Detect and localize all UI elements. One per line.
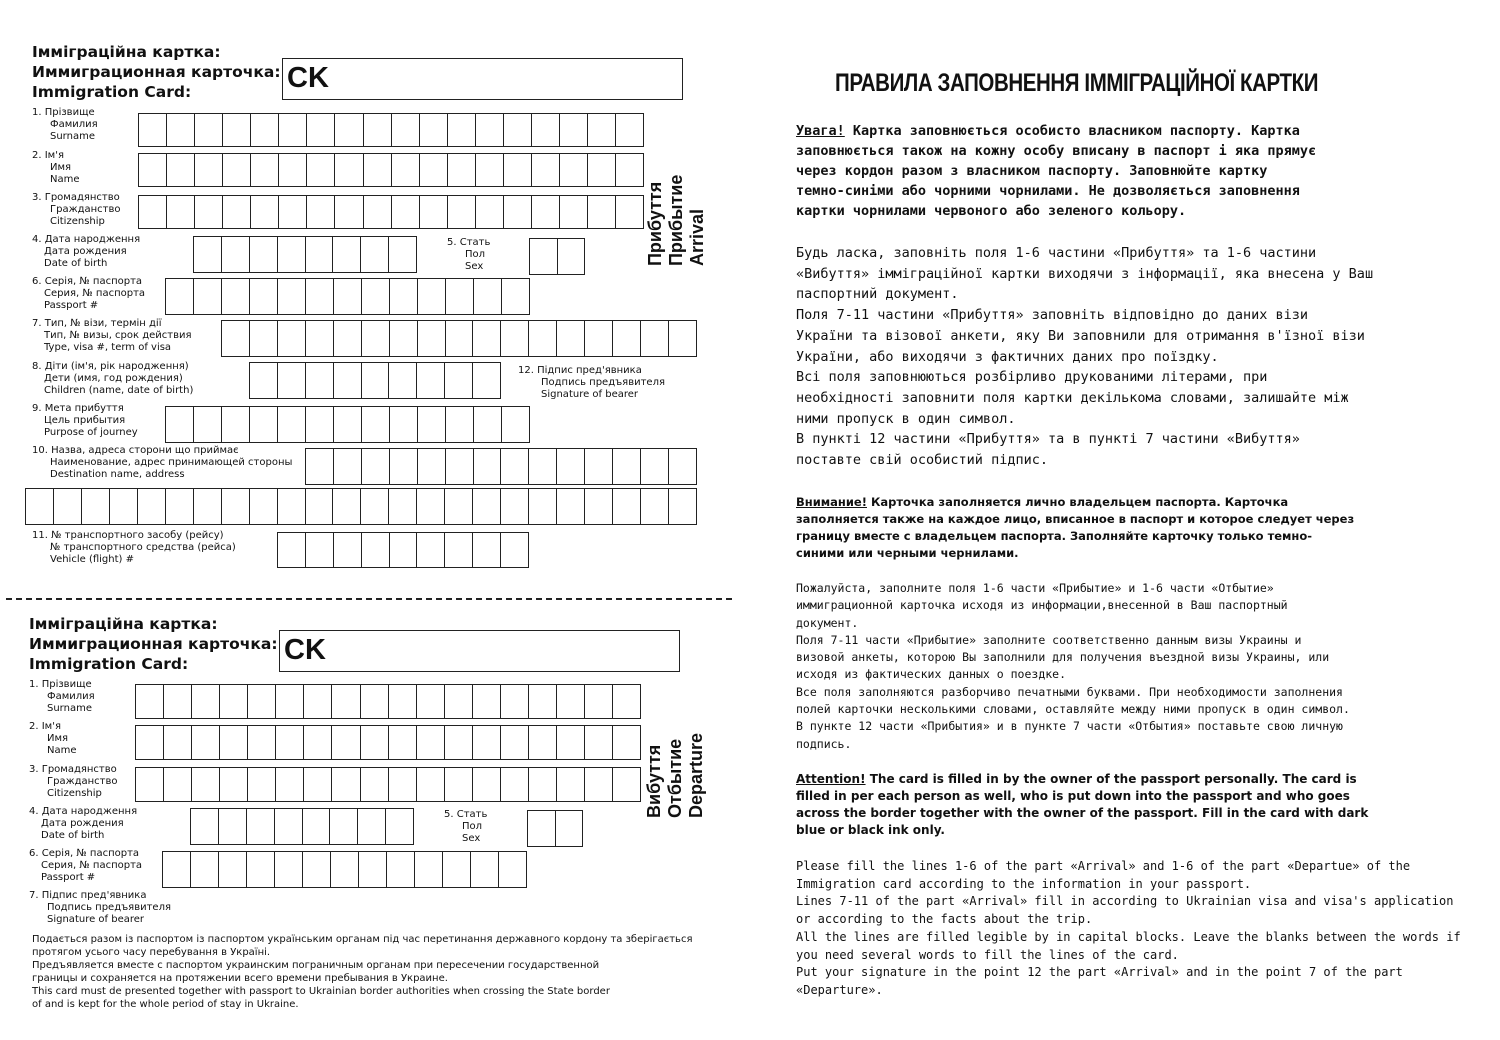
character-cell[interactable] <box>585 768 613 801</box>
character-cell[interactable] <box>474 279 502 314</box>
character-cell[interactable] <box>445 768 473 801</box>
character-cell[interactable] <box>418 279 446 314</box>
sex-input[interactable] <box>527 810 583 847</box>
character-cell[interactable] <box>331 852 359 887</box>
character-cell[interactable] <box>362 279 390 314</box>
character-cell[interactable] <box>613 768 640 801</box>
date-of-birth-input[interactable] <box>193 236 417 273</box>
card-usage-note: Подається разом із паспортом із паспортом українським органам під час перетинання державного кордону та зберігається протягом усього часу перебування в Україні. Предъявляется вместе с паспортом украинским пограничным органам при пересечении государственной границы и сохраняется на протяжении всего времени пребывания в Украине. This card must de presented together with passport to Ukrainian border authorities when crossing the State border of and is kept for the whole period of stay in Ukraine. <box>32 934 693 1010</box>
character-cell[interactable] <box>361 237 389 272</box>
character-cell[interactable] <box>502 407 529 442</box>
character-cell[interactable] <box>250 237 278 272</box>
character-cell[interactable] <box>504 154 532 186</box>
character-cell[interactable] <box>163 852 191 887</box>
field-label-purpose: 9. Мета прибуття Цель прибытия Purpose of journey <box>32 403 138 438</box>
character-cell[interactable] <box>332 726 360 759</box>
character-cell[interactable] <box>446 407 474 442</box>
character-cell[interactable] <box>387 852 415 887</box>
character-cell[interactable] <box>448 114 476 146</box>
character-cell[interactable] <box>417 533 445 567</box>
character-cell[interactable] <box>278 321 306 356</box>
character-cell[interactable] <box>220 685 248 718</box>
en-instructions: Please fill the lines 1-6 of the part «Arrival» and 1-6 of the part «Departue» of the Immigration card according to the information in your passport. Lines 7-11 of the part «Arrival» fill in according to Ukrainian visa and visa's application or according to the facts about the trip. All the lines are filled legible by in capital blocks. Leave the blanks between the words if you need several words to fill the lines of the card. Put your signature in the point 12 the part «Arrival» and in the point 7 of the part «Departure». <box>796 859 1461 997</box>
character-cell[interactable] <box>420 196 448 228</box>
character-cell[interactable] <box>669 449 696 484</box>
visa-input[interactable] <box>221 320 697 357</box>
character-cell[interactable] <box>501 768 529 801</box>
field-label-sex: 5. Стать Пол Sex <box>447 237 491 272</box>
character-cell[interactable] <box>306 237 334 272</box>
character-cell[interactable] <box>304 768 332 801</box>
character-cell[interactable] <box>532 196 560 228</box>
character-cell[interactable] <box>585 489 613 524</box>
character-cell[interactable] <box>476 114 504 146</box>
character-cell[interactable] <box>585 685 613 718</box>
character-cell[interactable] <box>364 154 392 186</box>
field-label-signature: 7. Підпис пред'явника Подпись предъявителя Signature of bearer <box>29 890 171 925</box>
character-cell[interactable] <box>307 196 335 228</box>
character-cell[interactable] <box>557 726 585 759</box>
character-cell[interactable] <box>529 685 557 718</box>
character-cell[interactable] <box>613 726 640 759</box>
field-label-sex: 5. Стать Пол Sex <box>444 809 488 844</box>
character-cell[interactable] <box>361 768 389 801</box>
character-cell[interactable] <box>250 321 278 356</box>
character-cell[interactable] <box>191 809 219 844</box>
ua-warning: Увага! Картка заповнюється особисто власником паспорту. Картка заповнюється також на кожну особу вписану в паспорт і яка прямує через кордон разом з власником паспорту. Заповнюйте картку темно-синіми або чорними чорнилами. Не дозволяється заповнення картки чорнилами червоного або зеленого кольору. <box>796 123 1317 219</box>
character-cell[interactable] <box>334 279 362 314</box>
character-cell[interactable] <box>307 114 335 146</box>
children-input[interactable] <box>249 362 501 399</box>
character-cell[interactable] <box>445 726 473 759</box>
field-label-date-of-birth: 4. Дата народження Дата рождения Date of birth <box>29 806 138 841</box>
character-cell[interactable] <box>392 114 420 146</box>
character-cell[interactable] <box>278 489 306 524</box>
character-cell[interactable] <box>303 809 331 844</box>
character-cell[interactable] <box>616 196 643 228</box>
character-cell[interactable] <box>529 449 557 484</box>
character-cell[interactable] <box>473 768 501 801</box>
character-cell[interactable] <box>195 196 223 228</box>
field-label-passport: 6. Серія, № паспорта Серия, № паспорта Passport # <box>29 848 143 883</box>
character-cell[interactable] <box>641 489 669 524</box>
character-cell[interactable] <box>417 726 445 759</box>
character-cell[interactable] <box>306 407 334 442</box>
character-cell[interactable] <box>166 407 194 442</box>
card-header: Імміграційна картка: Иммиграционная карточка: Immigration Card: <box>32 43 281 101</box>
departure-vertical-label: Вибуття Отбытие Departure <box>644 732 706 818</box>
character-cell[interactable] <box>473 489 501 524</box>
character-cell[interactable] <box>358 809 386 844</box>
character-cell[interactable] <box>192 726 220 759</box>
character-cell[interactable] <box>278 533 306 567</box>
character-cell[interactable] <box>250 489 278 524</box>
character-cell[interactable] <box>164 685 192 718</box>
character-cell[interactable] <box>166 489 194 524</box>
purpose-input[interactable] <box>165 406 530 443</box>
character-cell[interactable] <box>164 726 192 759</box>
character-cell[interactable] <box>362 449 390 484</box>
character-cell[interactable] <box>501 533 528 567</box>
character-cell[interactable] <box>278 237 306 272</box>
character-cell[interactable] <box>390 321 418 356</box>
character-cell[interactable] <box>82 489 110 524</box>
character-cell[interactable] <box>251 114 279 146</box>
character-cell[interactable] <box>445 533 473 567</box>
character-cell[interactable] <box>139 114 167 146</box>
character-cell[interactable] <box>585 449 613 484</box>
character-cell[interactable] <box>641 321 669 356</box>
character-cell[interactable] <box>501 726 529 759</box>
character-cell[interactable] <box>389 489 417 524</box>
character-cell[interactable] <box>248 685 276 718</box>
character-cell[interactable] <box>392 196 420 228</box>
character-cell[interactable] <box>473 321 501 356</box>
cut-line <box>6 598 732 600</box>
character-cell[interactable] <box>306 279 334 314</box>
field-label-destination: 10. Назва, адреса сторони що приймає Наименование, адрес принимающей стороны Destination name, address <box>32 445 293 480</box>
character-cell[interactable] <box>330 809 358 844</box>
character-cell[interactable] <box>613 685 640 718</box>
character-cell[interactable] <box>278 407 306 442</box>
character-cell[interactable] <box>616 114 643 146</box>
character-cell[interactable] <box>306 489 334 524</box>
character-cell[interactable] <box>275 852 303 887</box>
date-of-birth-input[interactable] <box>190 808 414 845</box>
field-label-citizenship: 3. Громадянство Гражданство Citizenship <box>32 192 121 227</box>
character-cell[interactable] <box>641 449 669 484</box>
character-cell[interactable] <box>334 533 362 567</box>
character-cell[interactable] <box>332 685 360 718</box>
character-cell[interactable] <box>418 449 446 484</box>
character-cell[interactable] <box>616 154 643 186</box>
character-cell[interactable] <box>361 685 389 718</box>
character-cell[interactable] <box>504 196 532 228</box>
character-cell[interactable] <box>529 768 557 801</box>
character-cell[interactable] <box>669 321 696 356</box>
character-cell[interactable] <box>476 196 504 228</box>
character-cell[interactable] <box>306 533 334 567</box>
character-cell[interactable] <box>250 407 278 442</box>
field-label-date-of-birth: 4. Дата народження Дата рождения Date of birth <box>32 234 141 269</box>
character-cell[interactable] <box>166 279 194 314</box>
character-cell[interactable] <box>222 321 250 356</box>
character-cell[interactable] <box>529 321 557 356</box>
character-cell[interactable] <box>279 196 307 228</box>
character-cell[interactable] <box>191 852 219 887</box>
character-cell[interactable] <box>418 321 446 356</box>
citizenship-input[interactable] <box>138 195 644 229</box>
character-cell[interactable] <box>279 154 307 186</box>
character-cell[interactable] <box>335 196 363 228</box>
character-cell[interactable] <box>219 852 247 887</box>
character-cell[interactable] <box>364 114 392 146</box>
character-cell[interactable] <box>532 154 560 186</box>
character-cell[interactable] <box>276 685 304 718</box>
character-cell[interactable] <box>307 154 335 186</box>
character-cell[interactable] <box>530 239 558 274</box>
character-cell[interactable] <box>504 114 532 146</box>
name-input[interactable] <box>138 153 644 187</box>
character-cell[interactable] <box>359 852 387 887</box>
character-cell[interactable] <box>220 726 248 759</box>
character-cell[interactable] <box>392 154 420 186</box>
card-header: Імміграційна картка: Иммиграционная карточка: Immigration Card: <box>29 615 278 673</box>
character-cell[interactable] <box>164 768 192 801</box>
character-cell[interactable] <box>275 809 303 844</box>
character-cell[interactable] <box>334 363 362 398</box>
field-label-name: 2. Ім'я Имя Name <box>32 150 80 185</box>
character-cell[interactable] <box>415 852 443 887</box>
character-cell[interactable] <box>194 279 222 314</box>
character-cell[interactable] <box>250 279 278 314</box>
rules-title: ПРАВИЛА ЗАПОВНЕННЯ ІММІГРАЦІЙНОЇ КАРТКИ <box>835 69 1319 97</box>
field-label-citizenship: 3. Громадянство Гражданство Citizenship <box>29 764 118 799</box>
character-cell[interactable] <box>501 449 529 484</box>
character-cell[interactable] <box>448 154 476 186</box>
character-cell[interactable] <box>364 196 392 228</box>
character-cell[interactable] <box>613 489 641 524</box>
character-cell[interactable] <box>557 449 585 484</box>
character-cell[interactable] <box>194 489 222 524</box>
character-cell[interactable] <box>585 726 613 759</box>
arrival-vertical-label: Прибуття Прибытие Arrival <box>645 174 707 266</box>
character-cell[interactable] <box>501 489 529 524</box>
character-cell[interactable] <box>332 768 360 801</box>
character-cell[interactable] <box>448 196 476 228</box>
character-cell[interactable] <box>248 768 276 801</box>
character-cell[interactable] <box>333 489 361 524</box>
character-cell[interactable] <box>471 852 499 887</box>
character-cell[interactable] <box>304 685 332 718</box>
field-label-surname: 1. Прізвище Фамилия Surname <box>32 107 98 142</box>
character-cell[interactable] <box>333 237 361 272</box>
character-cell[interactable] <box>445 489 473 524</box>
character-cell[interactable] <box>136 685 164 718</box>
character-cell[interactable] <box>247 852 275 887</box>
character-cell[interactable] <box>476 154 504 186</box>
character-cell[interactable] <box>557 768 585 801</box>
character-cell[interactable] <box>251 154 279 186</box>
character-cell[interactable] <box>560 196 588 228</box>
character-cell[interactable] <box>222 237 250 272</box>
character-cell[interactable] <box>501 321 529 356</box>
destination-input-line-2[interactable] <box>25 488 697 525</box>
character-cell[interactable] <box>473 685 501 718</box>
character-cell[interactable] <box>276 768 304 801</box>
character-cell[interactable] <box>335 114 363 146</box>
character-cell[interactable] <box>192 685 220 718</box>
character-cell[interactable] <box>138 489 166 524</box>
character-cell[interactable] <box>223 114 251 146</box>
character-cell[interactable] <box>136 726 164 759</box>
character-cell[interactable] <box>251 196 279 228</box>
character-cell[interactable] <box>361 489 389 524</box>
name-input[interactable] <box>135 725 641 760</box>
destination-input[interactable] <box>305 448 697 485</box>
character-cell[interactable] <box>420 114 448 146</box>
character-cell[interactable] <box>195 114 223 146</box>
character-cell[interactable] <box>195 154 223 186</box>
character-cell[interactable] <box>303 852 331 887</box>
character-cell[interactable] <box>362 533 390 567</box>
character-cell[interactable] <box>167 196 195 228</box>
character-cell[interactable] <box>474 407 502 442</box>
character-cell[interactable] <box>473 533 501 567</box>
character-cell[interactable] <box>334 321 362 356</box>
field-label-name: 2. Ім'я Имя Name <box>29 721 77 756</box>
character-cell[interactable] <box>389 726 417 759</box>
character-cell[interactable] <box>306 449 334 484</box>
character-cell[interactable] <box>417 489 445 524</box>
character-cell[interactable] <box>278 279 306 314</box>
character-cell[interactable] <box>389 685 417 718</box>
character-cell[interactable] <box>473 726 501 759</box>
character-cell[interactable] <box>613 321 641 356</box>
character-cell[interactable] <box>588 154 616 186</box>
character-cell[interactable] <box>417 768 445 801</box>
card-code: CK <box>287 62 329 94</box>
character-cell[interactable] <box>335 154 363 186</box>
citizenship-input[interactable] <box>135 767 641 802</box>
character-cell[interactable] <box>613 449 641 484</box>
character-cell[interactable] <box>556 811 583 846</box>
character-cell[interactable] <box>361 726 389 759</box>
character-cell[interactable] <box>585 321 613 356</box>
character-cell[interactable] <box>167 114 195 146</box>
character-cell[interactable] <box>473 363 500 398</box>
character-cell[interactable] <box>445 685 473 718</box>
card-code-box <box>282 58 683 100</box>
character-cell[interactable] <box>248 726 276 759</box>
vehicle-input[interactable] <box>277 532 529 568</box>
character-cell[interactable] <box>247 809 275 844</box>
character-cell[interactable] <box>136 768 164 801</box>
character-cell[interactable] <box>502 279 529 314</box>
character-cell[interactable] <box>220 768 248 801</box>
character-cell[interactable] <box>446 279 474 314</box>
character-cell[interactable] <box>557 489 585 524</box>
character-cell[interactable] <box>560 154 588 186</box>
surname-input[interactable] <box>138 113 644 147</box>
character-cell[interactable] <box>501 685 529 718</box>
character-cell[interactable] <box>222 279 250 314</box>
character-cell[interactable] <box>362 321 390 356</box>
field-label-passport: 6. Серія, № паспорта Серия, № паспорта Passport # <box>32 276 146 311</box>
character-cell[interactable] <box>389 768 417 801</box>
field-label-visa: 7. Тип, № візи, термін дії Тип, № визы, срок действия Type, visa #, term of visa <box>32 318 192 353</box>
ru-warning: Внимание! Карточка заполняется лично владельцем паспорта. Карточка заполняется также на каждое лицо, вписанное в паспорт и которое следует через границу вместе с владельцем паспорта. Заполняйте карточку только темно- синими или черными чернилами. <box>796 495 1355 560</box>
ru-warning-word: Внимание! <box>796 495 867 509</box>
character-cell[interactable] <box>192 768 220 801</box>
character-cell[interactable] <box>250 363 278 398</box>
en-warning: Attention! The card is filled in by the owner of the passport personally. The card is filled in per each person as well, who is put down into the passport and who goes across the border together with the owner of the passport. Fill in the card with dark blue or black ink only. <box>796 772 1369 837</box>
character-cell[interactable] <box>417 363 445 398</box>
character-cell[interactable] <box>418 407 446 442</box>
passport-input[interactable] <box>162 851 527 888</box>
card-code-box <box>279 630 680 672</box>
character-cell[interactable] <box>389 237 416 272</box>
character-cell[interactable] <box>194 407 222 442</box>
character-cell[interactable] <box>389 363 417 398</box>
character-cell[interactable] <box>278 363 306 398</box>
character-cell[interactable] <box>362 407 390 442</box>
character-cell[interactable] <box>306 363 334 398</box>
character-cell[interactable] <box>443 852 471 887</box>
field-label-signature: 12. Підпис пред'явника Подпись предъявителя Signature of bearer <box>518 365 665 400</box>
character-cell[interactable] <box>557 685 585 718</box>
character-cell[interactable] <box>420 154 448 186</box>
character-cell[interactable] <box>334 449 362 484</box>
character-cell[interactable] <box>386 809 413 844</box>
character-cell[interactable] <box>499 852 526 887</box>
character-cell[interactable] <box>223 154 251 186</box>
character-cell[interactable] <box>390 449 418 484</box>
field-label-vehicle: 11. № транспортного засобу (рейсу) № транспортного средства (рейса) Vehicle (flight) # <box>32 530 236 565</box>
ua-warning-word: Увага! <box>796 123 845 139</box>
character-cell[interactable] <box>390 533 418 567</box>
ua-instructions: Будь ласка, заповніть поля 1-6 частини «Прибуття» та 1-6 частини «Вибуття» імміграційної картки виходячи з інформації, яка внесена у Ваш паспортний документ. Поля 7-11 частини «Прибуття» заповніть відповідно до даних візи України та візової анкети, яку Ви заповнили для отримання в'їзної візи України, або виходячи з фактичних даних про поїздку. Всі поля заповнюються розбірливо друкованими літерами, при необхідності заповнити поля картки декількома словами, залишайте між ними пропуск в один символ. В пункті 12 частини «Прибуття» та в пункті 7 частини «Вибуття» поставте свій особистий підпис. <box>796 245 1374 469</box>
character-cell[interactable] <box>362 363 390 398</box>
character-cell[interactable] <box>532 114 560 146</box>
card-code: CK <box>284 634 326 666</box>
field-label-surname: 1. Прізвище Фамилия Surname <box>29 679 95 714</box>
character-cell[interactable] <box>334 407 362 442</box>
character-cell[interactable] <box>222 489 250 524</box>
character-cell[interactable] <box>529 726 557 759</box>
character-cell[interactable] <box>528 811 556 846</box>
character-cell[interactable] <box>219 809 247 844</box>
field-label-children: 8. Діти (ім'я, рік народження) Дети (имя, год рождения) Children (name, date of birth) <box>32 361 194 396</box>
character-cell[interactable] <box>279 114 307 146</box>
character-cell[interactable] <box>110 489 138 524</box>
character-cell[interactable] <box>445 363 473 398</box>
character-cell[interactable] <box>26 489 54 524</box>
character-cell[interactable] <box>474 449 502 484</box>
character-cell[interactable] <box>306 321 334 356</box>
surname-input[interactable] <box>135 684 641 719</box>
character-cell[interactable] <box>390 407 418 442</box>
sex-input[interactable] <box>529 238 585 275</box>
character-cell[interactable] <box>139 154 167 186</box>
character-cell[interactable] <box>167 154 195 186</box>
character-cell[interactable] <box>446 321 474 356</box>
passport-input[interactable] <box>165 278 530 315</box>
character-cell[interactable] <box>390 279 418 314</box>
character-cell[interactable] <box>446 449 474 484</box>
en-warning-word: Attention! <box>796 772 866 786</box>
character-cell[interactable] <box>54 489 82 524</box>
character-cell[interactable] <box>223 196 251 228</box>
character-cell[interactable] <box>558 239 585 274</box>
character-cell[interactable] <box>529 489 557 524</box>
character-cell[interactable] <box>276 726 304 759</box>
character-cell[interactable] <box>588 114 616 146</box>
character-cell[interactable] <box>194 237 222 272</box>
ru-instructions: Пожалуйста, заполните поля 1-6 части «Прибытие» и 1-6 части «Отбытие» иммиграционной карточка исходя из информации,внесенной в Ваш паспортный документ. Поля 7-11 части «Прибытие» заполните соответственно данным визы Украины и визовой анкеты, которою Вы заполнили для получения въездной визы Украины, или исходя из фактических данных о поездке. Все поля заполняются разборчиво печатными буквами. При необходимости заполнения полей карточки несколькими словами, оставляйте между ними пропуск в один символ. В пункте 12 части «Прибытия» и в пункте 7 части «Отбытия» поставьте свою личную подпись. <box>796 581 1350 751</box>
character-cell[interactable] <box>417 685 445 718</box>
character-cell[interactable] <box>304 726 332 759</box>
character-cell[interactable] <box>588 196 616 228</box>
character-cell[interactable] <box>222 407 250 442</box>
character-cell[interactable] <box>139 196 167 228</box>
character-cell[interactable] <box>669 489 696 524</box>
character-cell[interactable] <box>560 114 588 146</box>
character-cell[interactable] <box>557 321 585 356</box>
